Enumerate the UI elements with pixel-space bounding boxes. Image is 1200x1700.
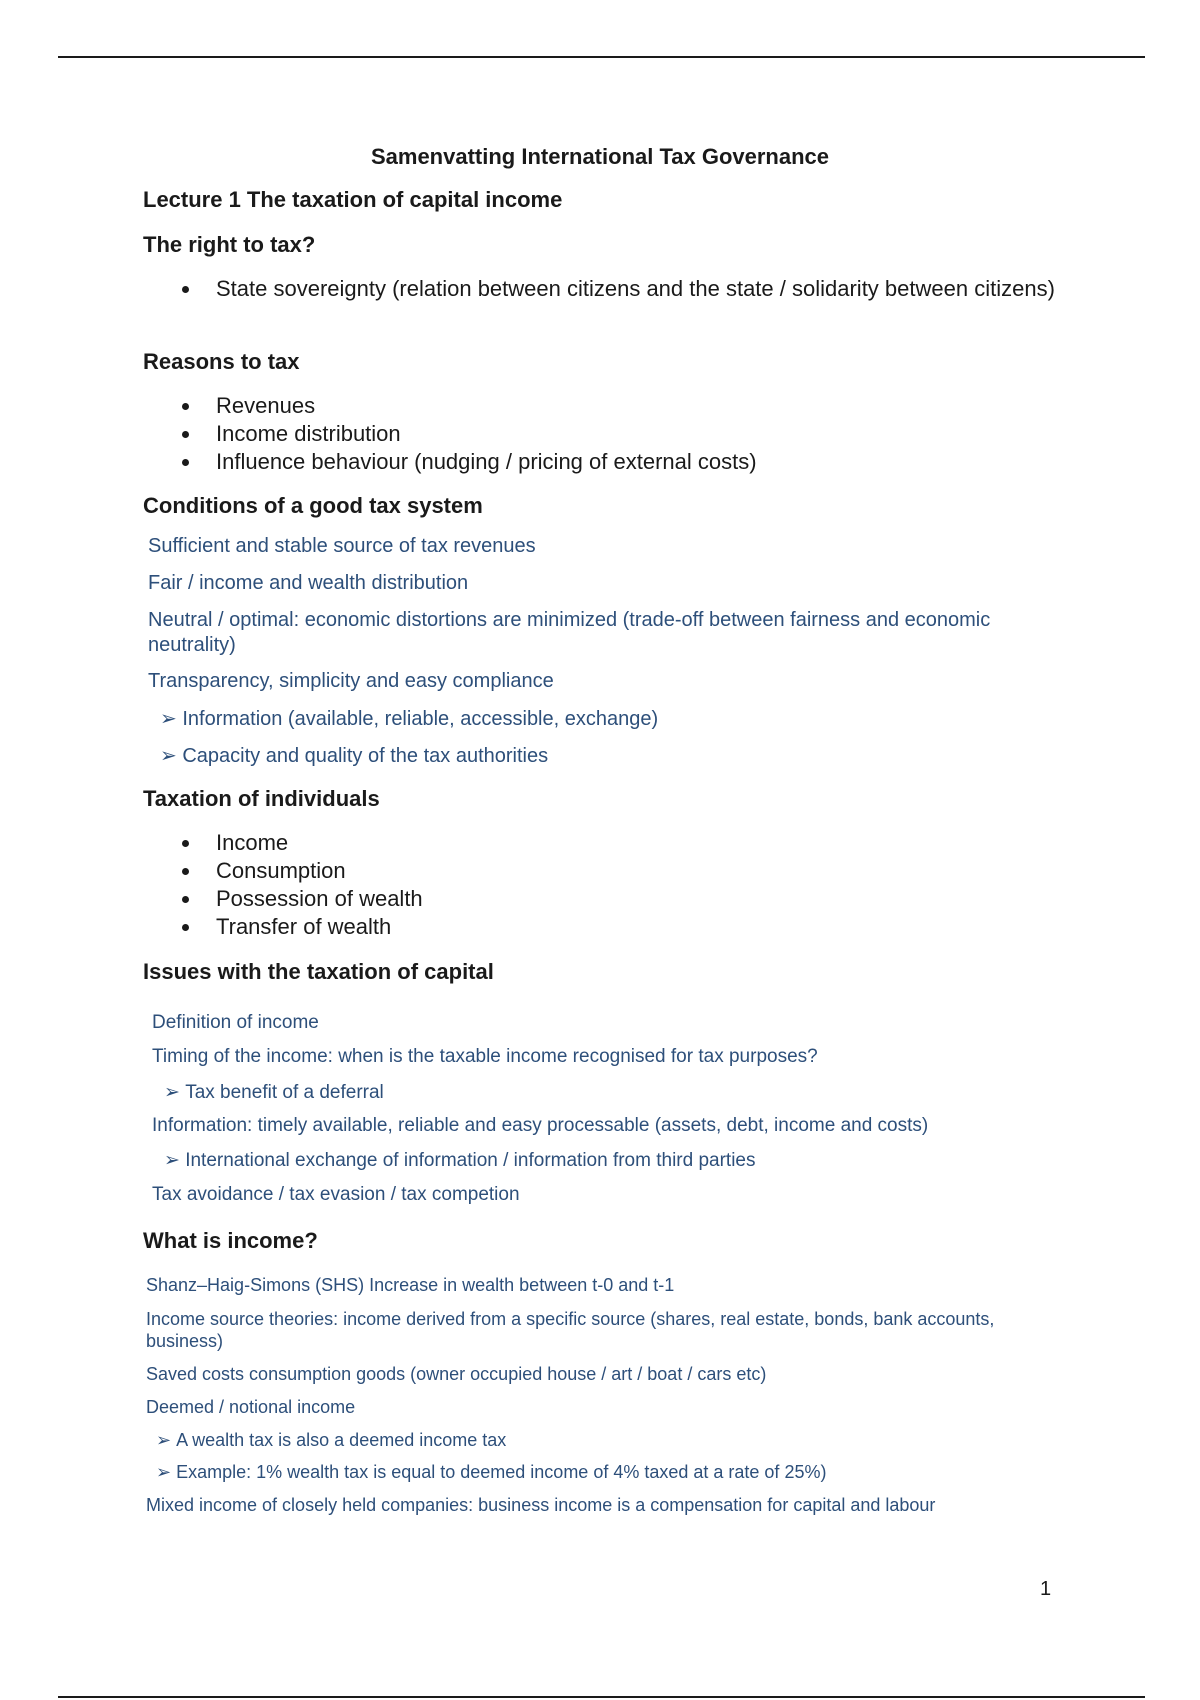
list-item: Income distribution — [170, 420, 757, 448]
arrow-bullet-icon: ➢ — [156, 1462, 177, 1482]
income-block — [146, 1275, 1046, 1545]
arrow-bullet-icon: ➢ — [160, 745, 183, 767]
condition-line: Fair / income and wealth distribution — [148, 572, 469, 594]
income-line: Mixed income of closely held companies: business income is a compensation for capital and labour — [146, 1495, 936, 1515]
income-line: Deemed / notional income — [146, 1397, 356, 1417]
income-line: Income source theories: income derived from a specific source (shares, real estate, bonds, bank accounts, business) — [146, 1309, 995, 1351]
issues-block — [152, 1012, 1052, 1212]
conditions-block — [148, 535, 1018, 765]
condition-line: Neutral / optimal: economic distortions are minimized (trade-off between fairness and economic neutrality) — [148, 609, 991, 656]
issue-sub-item: ➢ Tax benefit of a deferral — [164, 1082, 384, 1103]
arrow-bullet-icon: ➢ — [164, 1082, 186, 1103]
arrow-bullet-icon: ➢ — [156, 1430, 177, 1450]
list-item: Income — [170, 829, 423, 857]
income-sub-item: ➢ Example: 1% wealth tax is equal to deemed income of 4% taxed at a rate of 25%) — [156, 1462, 827, 1482]
individuals-list — [170, 829, 423, 941]
issue-line: Tax avoidance / tax evasion / tax competion — [152, 1184, 520, 1205]
heading-individuals: Taxation of individuals — [143, 786, 380, 811]
right-to-tax-list — [170, 275, 1070, 303]
list-item: State sovereignty (relation between citizens and the state / solidarity between citizens) — [170, 275, 1070, 303]
income-line: Shanz–Haig-Simons (SHS) Increase in wealth between t-0 and t-1 — [146, 1275, 675, 1295]
document-title: Samenvatting International Tax Governance — [370, 144, 830, 169]
issue-line: Information: timely available, reliable and easy processable (assets, debt, income and costs) — [152, 1115, 929, 1136]
heading-reasons: Reasons to tax — [143, 349, 300, 374]
condition-line: Sufficient and stable source of tax revenues — [148, 535, 536, 557]
heading-right-to-tax: The right to tax? — [143, 232, 316, 257]
condition-line: Transparency, simplicity and easy compliance — [148, 670, 554, 692]
heading-issues: Issues with the taxation of capital — [143, 959, 494, 984]
issue-line: Timing of the income: when is the taxable income recognised for tax purposes? — [152, 1046, 818, 1067]
footer-rule — [58, 1696, 1145, 1698]
arrow-bullet-icon: ➢ — [164, 1150, 186, 1171]
list-item: Revenues — [170, 392, 757, 420]
lecture-heading: Lecture 1 The taxation of capital income — [143, 187, 563, 212]
list-item: Possession of wealth — [170, 885, 423, 913]
condition-sub-item: ➢ Capacity and quality of the tax authorities — [160, 745, 549, 767]
arrow-bullet-icon: ➢ — [160, 708, 183, 730]
reasons-list — [170, 392, 757, 476]
heading-income: What is income? — [143, 1228, 318, 1253]
condition-sub-item: ➢ Information (available, reliable, accessible, exchange) — [160, 708, 659, 730]
list-item: Transfer of wealth — [170, 913, 423, 941]
page-number: 1 — [1040, 1578, 1052, 1600]
list-item: Influence behaviour (nudging / pricing of external costs) — [170, 448, 757, 476]
header-rule — [58, 56, 1145, 58]
issue-line: Definition of income — [152, 1012, 319, 1033]
income-line: Saved costs consumption goods (owner occupied house / art / boat / cars etc) — [146, 1364, 767, 1384]
list-item: Consumption — [170, 857, 423, 885]
heading-conditions: Conditions of a good tax system — [143, 493, 483, 518]
income-sub-item: ➢ A wealth tax is also a deemed income tax — [156, 1430, 507, 1450]
issue-sub-item: ➢ International exchange of information / information from third parties — [164, 1150, 756, 1171]
